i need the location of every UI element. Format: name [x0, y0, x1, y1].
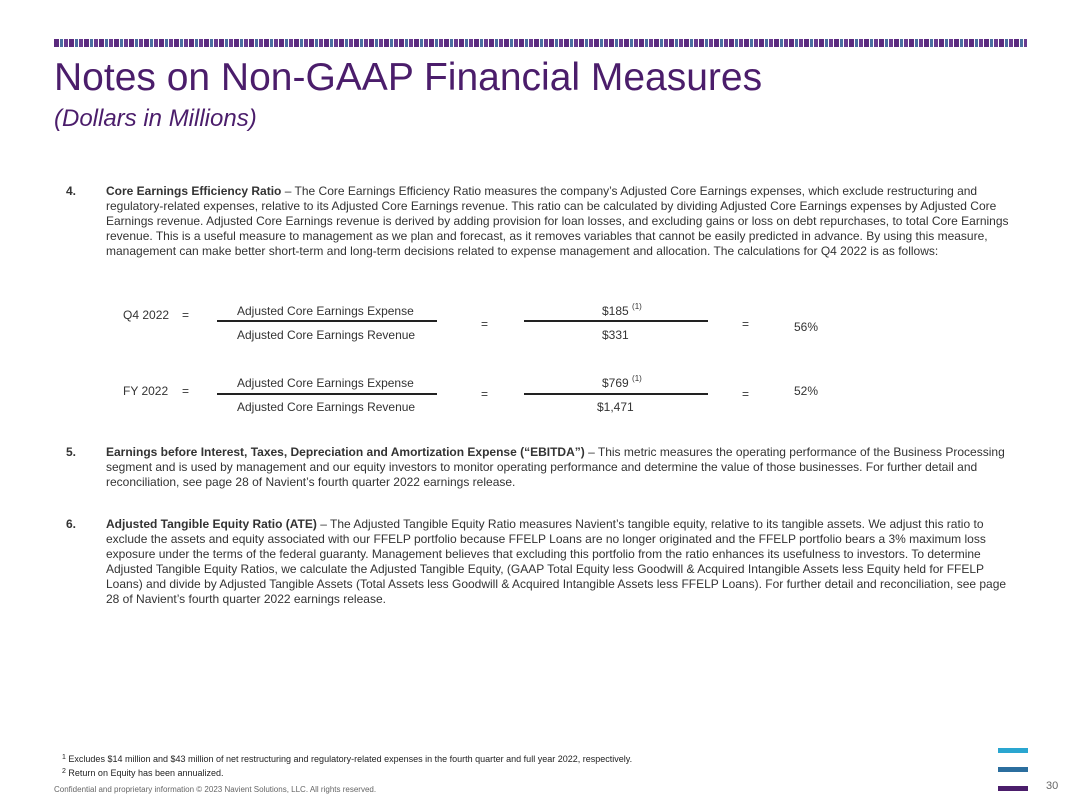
footnote: $^2$ Return on Equity has been annualized. [62, 768, 224, 778]
calc-equals: = [182, 384, 190, 398]
note-text: – The Core Earnings Efficiency Ratio measures the company’s Adjusted Core Earnings expenses, which exclude restructuring and regulatory-related expenses, relative to its Adjusted Core Earnings revenue. This ratio can be calculated by dividing Adjusted Core Earnings expenses by Adjusted Core Earnings revenue. Adjusted Core Earnings revenue is derived by adding provision for loan losses, and excluding gains or loss on debt repurchases, to total Core Earnings revenue. This is a useful measure to management as we plan and forecast, as it removes variables that cannot be easily predicted in advance. By using this measure, management can make better short-term and long-term decisions related to expense management and allocation. The calculations for Q4 2022 is as follows: [106, 184, 1009, 258]
calc-denominator-value: $1,471 [597, 400, 634, 414]
logo-bar-middle [998, 767, 1028, 772]
note-5 [66, 445, 1016, 490]
confidential-notice: Confidential and proprietary information © 2023 Navient Solutions, LLC. All rights reserved. [54, 785, 377, 794]
page-subtitle: (Dollars in Millions) [54, 105, 257, 132]
logo-bar-top [998, 748, 1028, 753]
calc-equals: = [481, 387, 489, 401]
footnote-ref: (1) [632, 374, 642, 383]
calc-denominator-label: Adjusted Core Earnings Revenue [237, 328, 416, 342]
note-body [106, 445, 1016, 490]
calc-result: 52% [794, 384, 819, 398]
note-number: 4. [66, 184, 77, 198]
footnote-ref: (1) [632, 302, 642, 311]
decorative-top-bar [54, 39, 1027, 47]
note-heading: Adjusted Tangible Equity Ratio (ATE) [106, 517, 317, 531]
fraction-line [524, 393, 708, 395]
page-number: 30 [1046, 780, 1059, 792]
calc-numerator-value: $185 $^{(1)}$ [602, 302, 642, 318]
note-body [106, 184, 1016, 259]
calc-denominator-label: Adjusted Core Earnings Revenue [237, 400, 416, 414]
note-4 [66, 184, 1016, 259]
calc-equals: = [742, 317, 750, 331]
logo-bar-bottom [998, 786, 1028, 791]
fraction-line [524, 320, 708, 322]
note-text: – This metric measures the operating performance of the Business Processing segment and is used by management and our equity investors to monitor operating performance and determine the value of those businesses. For further detail and reconciliation, see page 28 of Navient’s fourth quarter 2022 earnings release. [106, 445, 1005, 489]
calc-numerator-value: $769 $^{(1)}$ [602, 374, 642, 390]
footnote: $^1$ Excludes $14 million and $43 million of net restructuring and regulatory-related expenses in the fourth quarter and full year 2022, respectively. [62, 754, 633, 764]
calc-equals: = [481, 317, 489, 331]
note-6 [66, 517, 1016, 607]
note-number: 5. [66, 445, 77, 459]
note-heading: Earnings before Interest, Taxes, Depreciation and Amortization Expense (“EBITDA”) [106, 445, 585, 459]
note-heading: Core Earnings Efficiency Ratio [106, 184, 282, 198]
calc-result: 56% [794, 320, 819, 334]
fraction-line [217, 320, 437, 322]
calc-equals: = [742, 387, 750, 401]
calc-denominator-value: $331 [602, 328, 629, 342]
note-number: 6. [66, 517, 77, 531]
calc-period: FY 2022 [123, 384, 169, 398]
calc-numerator-label: Adjusted Core Earnings Expense [237, 376, 414, 390]
footnotes [62, 752, 632, 780]
calc-period: Q4 2022 [123, 308, 170, 322]
page-title: Notes on Non-GAAP Financial Measures [54, 56, 763, 99]
calc-equals: = [182, 308, 190, 322]
calc-numerator-label: Adjusted Core Earnings Expense [237, 304, 414, 318]
note-text: – The Adjusted Tangible Equity Ratio measures Navient’s tangible equity, relative to its tangible assets. We adjust this ratio to exclude the assets and equity associated with our FFELP portfolio because FFELP Loans are no longer originated and the FFELP portfolio bears a 3% maximum loss exposure under the terms of the federal guaranty. Management believes that excluding this portfolio from the ratio enhances its usefulness to investors. To determine Adjusted Tangible Equity Ratios, we calculate the Adjusted Tangible Equity, (GAAP Total Equity less Goodwill & Acquired Intangible Assets less Equity held for FFELP Loans) and divide by Adjusted Tangible Assets (Total Assets less Goodwill & Acquired Intangible Assets less FFELP Loans). For further detail and reconciliation, see page 28 of Navient’s fourth quarter 2022 earnings release. [106, 517, 1007, 606]
note-body [106, 517, 1016, 607]
fraction-line [217, 393, 437, 395]
